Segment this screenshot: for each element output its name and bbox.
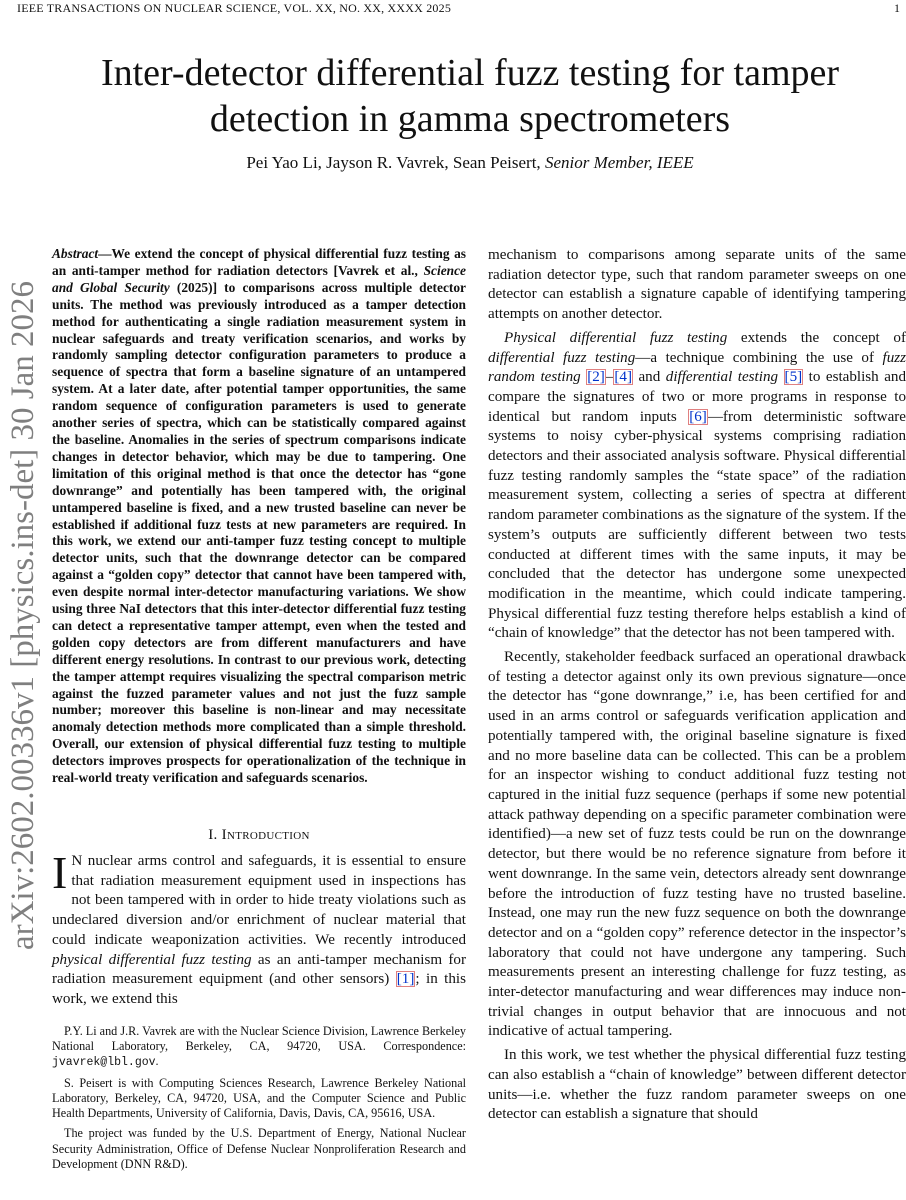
citation-link[interactable]: [5] (784, 369, 803, 386)
page-number: 1 (894, 1, 900, 15)
correspondence-email[interactable]: jvavrek@lbl.gov (52, 1056, 156, 1070)
footnote-funding: The project was funded by the U.S. Department of Energy, National Nuclear Security Administration, Office of Defense Nuclear Nonproliferation Research and Development (DNN R&D). (52, 1126, 466, 1171)
footnote-affiliation-2: S. Peisert is with Computing Sciences Research, Lawrence Berkeley National Laboratory, Berkeley, CA, 94720, USA, and the Computer Science and Public Health Departments, University of California, Davis, Davis, CA, 95616, USA. (52, 1075, 466, 1121)
abstract: Abstract—We extend the concept of physical differential fuzz testing as an anti-tamper method for radiation detectors [Vavrek et al., Science and Global Security (2025)] to comparisons across multiple detector units. The method was previously introduced as a tamper detection method for authenticating a single radiation measurement system in nuclear safeguards and treaty verification scenarios, and works by randomly sampling detector configuration parameters to produce a sequence of spectra that form a baseline signature of an untampered system. At a later date, after potential tamper opportunities, the same random sequence of configuration parameters is used to generate another series of spectra, which can be statistically compared against the baseline. Anomalies in the series of spectrum comparisons indicate changes in detector behavior, which may be due to tampering. One limitation of this original method is that once the detector has “gone downrange” and potentially has been tampered with, the original untampered baseline is fixed, and a new trusted baseline can never be established if additional fuzz tests at new parameters are required. In this work, we extend our anti-tamper fuzz testing concept to multiple detector units, such that the downrange detector can be compared against a “golden copy” detector that cannot have been tampered with, even despite normal inter-detector manufacturing variations. We show using three NaI detectors that this inter-detector differential fuzz testing can detect a representative tamper attempt, even when the tested and golden copy detectors are from different manufacturers and have different energy resolutions. In contrast to our previous work, detecting the tamper attempt requires visualizing the spectral comparison metric against the fuzzed parameter values and not just the fuzz sample number; moreover this baseline is non-linear and may necessitate anomaly detection methods more complicated than a simple threshold. Overall, our extension of physical differential fuzz testing to multiple detectors improves prospects for operationalization of the technique in real-world treaty verification and safeguards scenarios. (52, 246, 467, 786)
footnote-affiliation-1: P.Y. Li and J.R. Vavrek are with the Nuclear Science Division, Lawrence Berkeley National Laboratory, Berkeley, CA, 94720, USA. Correspondence: jvavrek@lbl.gov. (52, 1023, 466, 1070)
citation-link[interactable]: [2] (587, 369, 605, 386)
drop-cap: I (52, 847, 68, 898)
citation-link[interactable]: [1] (396, 971, 415, 988)
intro-paragraph-4: In this work, we test whether the physical differential fuzz testing can also establish a “chain of knowledge” between different detector units—i.e. whether the fuzz random parameter sweeps on one detector can establish a signature that should (488, 1047, 906, 1123)
abstract-journal: Science and Global Security (52, 262, 466, 295)
author-names: Pei Yao Li, Jayson R. Vavrek, Sean Peisert, (246, 153, 545, 172)
arxiv-watermark (3, 265, 45, 965)
section-heading-introduction: I. Introduction (208, 827, 310, 843)
author-line (50, 153, 890, 173)
citation-link[interactable]: [4] (614, 369, 632, 386)
author-role: Senior Member, IEEE (544, 153, 694, 172)
intro-paragraph-1-continued: mechanism to comparisons among separate units of the same radiation detector type, such that random parameter sweeps on one detector can establish a signature capable of identifying tampering attempts on another detector. (488, 247, 906, 323)
intro-paragraph-3: Recently, stakeholder feedback surfaced an operational drawback of testing a detector against only its own previous signature—once the detector has “gone downrange,” i.e, has been certified for and used in an arms control or safeguards verification application and potentially tampered with, the original baseline signature is fixed and no more baseline data can be collected. This can be a problem for an inspector wishing to conduct additional fuzz testing not captured in the initial fuzz sequence (perhaps if some new potential attack pathway depending on a specific parameter combination were identified)—a new set of fuzz tests could be run on the downrange detector, but there would be no reference signature from before it went downrange. In the same vein, detectors already sent downrange before the introduction of fuzz testing have no trusted baseline. Instead, one may run the new fuzz sequence on both the downrange detector and on a “golden copy” reference detector in the inspector’s laboratory that could not have undergone any tampering. Such measurements present an interesting challenge for fuzz testing, as inter-detector manufacturing and wear differences may induce non-trivial changes in output behavior that are innocuous and not indicative of actual tampering. (488, 649, 906, 1040)
footnotes (52, 1024, 466, 1173)
abstract-label: Abstract (52, 246, 99, 261)
intro-paragraph-2: Physical differential fuzz testing extends the concept of differential fuzz testing—a technique combining the use of fuzz random testing [2]–[4] and differential testing [5] to establish and compare the signatures of two or more programs in response to identical but random inputs [6]—from deterministic software systems to noisy cyber-physical systems comprising radiation detectors and their associated analysis software. Physical differential fuzz testing randomly samples the “state space” of the radiation measurement system, collecting a series of spectra at different random parameter combinations as the signature of the system. If the system’s outputs are sufficiently different between two tests conducted at different times with the same inputs, it may be concluded that the detector has undergone some unexpected modification in the meantime, which could indicate tampering. Physical differential fuzz testing therefore helps establish a kind of “chain of knowledge” that the detector has not been tampered with. (488, 329, 906, 642)
left-column (52, 246, 466, 1177)
arxiv-identifier[interactable]: arXiv:2602.00336v1 [physics.ins-det] 30 Jan 2026 (5, 280, 42, 950)
intro-paragraph-1: I N nuclear arms control and safeguards, it is essential to ensure that radiation measurement equipment used in inspections has not been tampered with in order to hide treaty violations such as undeclared diversion and/or enrichment of nuclear material that could indicate weaponization activities. We recently introduced physical differential fuzz testing as an anti-tamper mechanism for radiation measurement equipment (and other sensors) [1]; in this work, we extend this (52, 847, 467, 1007)
paper-title: Inter-detector differential fuzz testing for tamper detection in gamma spectrometers (100, 52, 840, 140)
running-header: IEEE TRANSACTIONS ON NUCLEAR SCIENCE, VOL. XX, NO. XX, XXXX 2025 (17, 1, 452, 15)
right-column (488, 246, 906, 1129)
citation-link[interactable]: [6] (689, 408, 707, 425)
